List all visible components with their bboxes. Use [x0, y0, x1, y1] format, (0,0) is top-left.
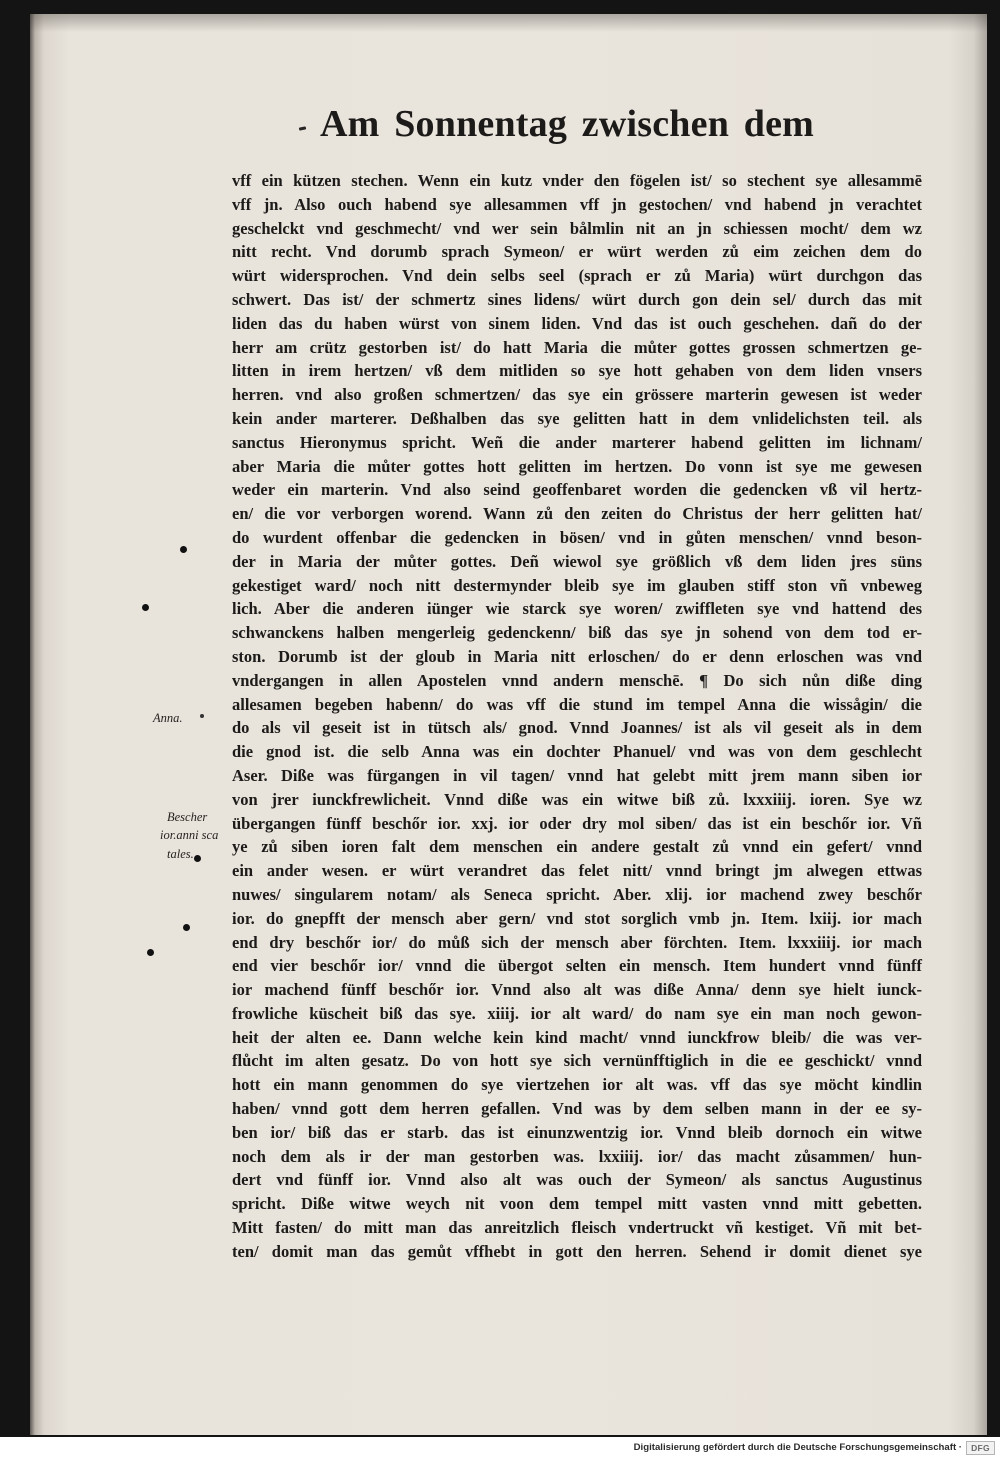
- text-line: dert vnd fünff ior. Vnnd also alt was ouch der Symeon/ als sanctus Augustinus: [232, 1170, 922, 1190]
- text-line: vff jn. Also ouch habend sye allesammen vff jn gestochen/ vnd habend jn verachtet: [232, 194, 922, 214]
- margin-dot: [183, 924, 190, 931]
- dfg-logo: DFG: [966, 1441, 995, 1455]
- text-line: schwanckens halben mengerleig gedenckenn/ biß das sye jn sohend von dem tod er-: [232, 623, 922, 643]
- main-text-block: [232, 169, 922, 1264]
- funding-credit: Digitalisierung gefördert durch die Deutsche Forschungsgemeinschaft ·: [633, 1442, 962, 1453]
- text-line: herren. vnd also großen schmertzen/ das sye ein grössere marterin gewesen ist weder: [232, 385, 922, 405]
- text-line: herr am crütz gestorben ist/ do hatt Maria die můter gottes grossen schmertzen ge-: [232, 337, 922, 357]
- margin-dot: [180, 546, 187, 553]
- margin-dot: [194, 855, 201, 862]
- text-line: nuwes/ singularem notam/ als Seneca spricht. Aber. xlij. ior machend zwey beschőr: [232, 884, 922, 904]
- text-line: en/ die vor verborgen worend. Wann zů den zeiten do Christus der herr gelitten hat/: [232, 504, 922, 524]
- text-line: end vier beschőr ior/ vnnd die übergot selten ein mensch. Item hundert vnnd fünff: [232, 956, 922, 976]
- text-line: ior machend fünff beschőr ior. Vnnd also alt was diße Anna/ denn sye hielt iunck-: [232, 980, 922, 1000]
- text-line: litten in irem hertzen/ vß dem mitliden so sye hott gehaben von dem liden vnsers: [232, 361, 922, 381]
- text-line: schwert. Das ist/ der schmertz sines lidens/ würt durch gon dein sel/ durch das mit: [232, 289, 922, 309]
- text-line: sanctus Hieronymus spricht. Weñ die ander marterer habend gelitten im lichnam/: [232, 432, 922, 452]
- text-line: Aser. Diße was fürgangen in vil tagen/ vnnd hat gelebt mitt jrem mann siben ior: [232, 765, 922, 785]
- text-line: flůcht im alten gesatz. Do von hott sye sich vernünfftiglich in die ee geschickt/ vnnd: [232, 1051, 922, 1071]
- text-line: ior. do gnepfft der mensch aber gern/ vnd stot sorglich vmb jn. Item. lxiij. ior mach: [232, 908, 922, 928]
- text-line: vff ein kützen stechen. Wenn ein kutz vnder den fögelen ist/ so stechent sye allesammē: [232, 171, 922, 190]
- margin-note-bescher-line3: tales.: [167, 847, 194, 861]
- text-line: do als vil geseit ist in tütsch als/ gnod. Vnnd Joannes/ ist als vil geseit als in dem: [232, 718, 922, 738]
- text-line: gekestiget ward/ noch nitt destermynder bleib sye im glauben stiff ston vñ vnbeweg: [232, 575, 922, 595]
- text-line: ston. Dorumb ist der gloub in Maria nitt erloschen/ do er denn erloschen was vnd: [232, 646, 922, 666]
- text-line: spricht. Diße witwe weych nit voon dem tempel mitt vasten vnnd mitt gebetten.: [232, 1194, 922, 1214]
- text-line: ein ander wesen. er würt verandret das felet nitt/ vnnd bringt jm alwegen ettwas: [232, 861, 922, 881]
- text-line: von jrer iunckfrewlicheit. Vnnd diße was ein witwe biß zů. lxxxiiij. ioren. Sye wz: [232, 789, 922, 809]
- text-line: der in Maria der můter gottes. Deñ wiewol sye größlich vß dem liden jres süns: [232, 551, 922, 571]
- margin-dot: [147, 949, 154, 956]
- text-line: geschelckt vnd geschmecht/ vnd wer sein bålmlin nit an jn schiessen mocht/ dem wz: [232, 218, 922, 238]
- text-line: die gnod ist. die selb Anna was ein dochter Phanuel/ vnd was von dem geschlecht: [232, 742, 922, 762]
- running-head: Am Sonnentag zwischen dem: [320, 103, 814, 145]
- margin-dot: [142, 604, 149, 611]
- text-line: hott ein mann genommen do sye viertzehen ior alt was. vff das sye möcht kindlin: [232, 1075, 922, 1095]
- text-line: aber Maria die můter gottes hott gelitten im hertzen. Do vonn ist sye me gewesen: [232, 456, 922, 476]
- text-line: nitt recht. Vnd dorumb sprach Symeon/ er würt werden zů eim zeichen dem do: [232, 242, 922, 262]
- text-line: frowliche küscheit biß das sye. xiiij. ior alt ward/ do nam sye ein man noch gewon-: [232, 1003, 922, 1023]
- text-line: end dry beschőr ior/ do můß sich der mensch aber förchten. Item. lxxxiiij. ior mach: [232, 932, 922, 952]
- text-line: übergangen fünff beschőr ior. xxj. ior oder dry mol siben/ das ist ein beschőr ior. Vñ: [232, 813, 922, 833]
- text-line: haben/ vnnd gott dem herren gefallen. Vnd was by dem selben mann in der ee sy-: [232, 1099, 922, 1119]
- text-line: do wurdent offenbar die gedencken in bösen/ vnd in gůten menschen/ vnnd beson-: [232, 527, 922, 547]
- text-line: ten/ domit man das gemůt vffhebt in gott den herren. Sehend ir domit dienet sye: [232, 1241, 922, 1261]
- text-line: liden das du haben würst von sinem liden. Vnd das ist ouch geschehen. dañ do der: [232, 313, 922, 333]
- text-line: heit der alten ee. Dann welche kein kind macht/ vnnd iunckfrow bleib/ die was ver-: [232, 1027, 922, 1047]
- margin-note-bescher-line1: Bescher: [167, 810, 208, 824]
- margin-dot: [200, 714, 204, 718]
- margin-note-anna: Anna.: [153, 711, 183, 725]
- margin-note-bescher-line2: ior.anni sca: [160, 828, 219, 842]
- text-line: würt widersprochen. Vnd dein selbs seel (sprach er zů Maria) würt durchgon das: [232, 266, 922, 286]
- text-line: ben ior/ biß das er starb. das ist einunzwentzig ior. Vnnd bleib dornoch ein witwe: [232, 1122, 922, 1142]
- text-line: ye zů siben ioren falt dem menschen ein andere gestalt zů vnnd ein gefert/ vnnd: [232, 837, 922, 857]
- text-line: Mitt fasten/ do mitt man das anreitzlich fleisch vndertruckt vñ kestiget. Vñ mit bet-: [232, 1218, 922, 1238]
- text-line: weder ein marterin. Vnd also seind geoffenbaret worden die gedencken vß vil hertz-: [232, 480, 922, 500]
- text-line: lich. Aber die anderen iünger wie starck sye woren/ zwiffleten sye vnd hattend des: [232, 599, 922, 619]
- text-line: noch dem als ir der man gestorben was. lxxiiij. ior/ das macht zůsammen/ hun-: [232, 1146, 922, 1166]
- text-line: allesamen begeben habenn/ do was vff die stund im tempel Anna die wissågin/ die: [232, 694, 922, 714]
- text-line: kein ander marterer. Deßhalben das sye gelitten hatt in dem vnlidelichsten teil. als: [232, 408, 922, 428]
- text-line: vndergangen in allen Apostelen vnnd andern menschē. ¶ Do sich nůn diße ding: [232, 670, 922, 690]
